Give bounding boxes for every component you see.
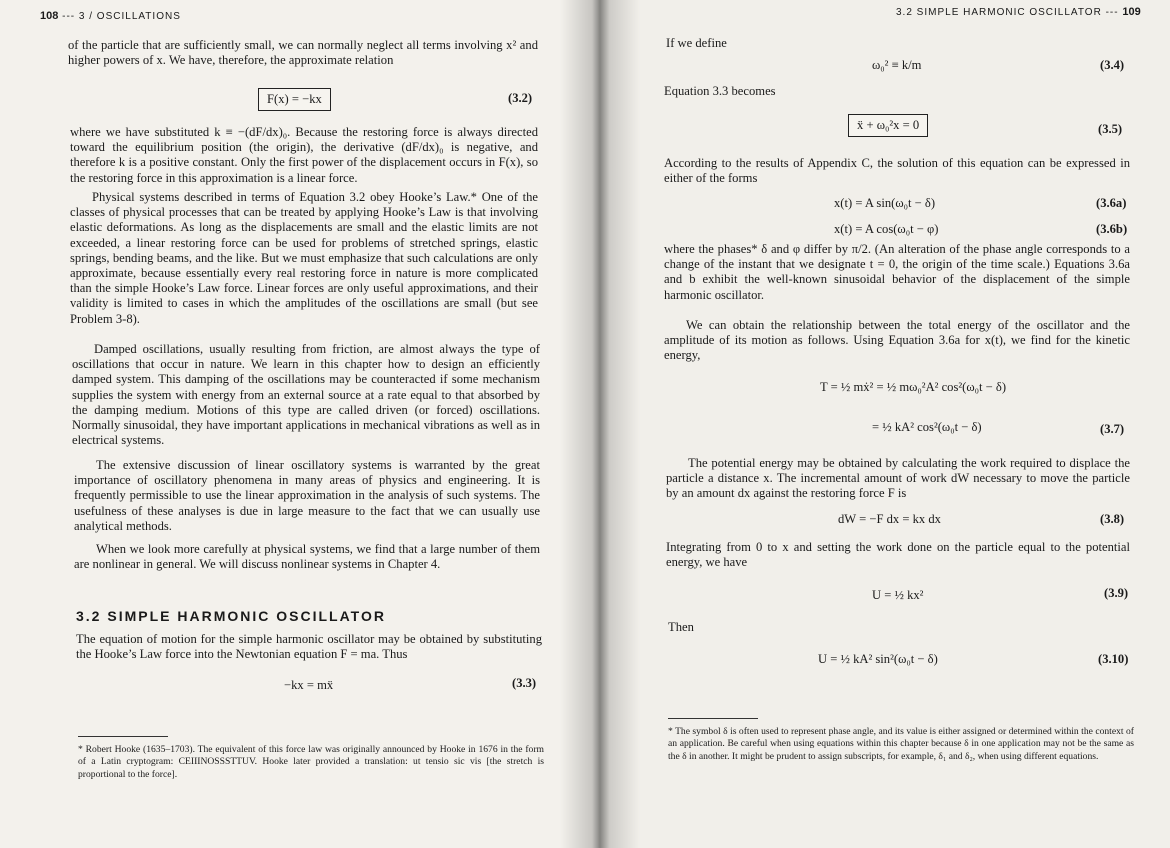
left-running-title: --- 3 / OSCILLATIONS [62,11,181,22]
paragraph-energy: We can obtain the relationship between the total energy of the oscillator and the amplitude of its motion as follows. Using Equation 3.6a for x(t), we find for the kinetic energy, [664,318,1130,363]
paragraph-potential: The potential energy may be obtained by calculating the work required to displace the particle a distance x. The incremental amount of work dW necessary to move the particle by an amount dx against the restoring force F is [666,456,1130,501]
text-then: Then [668,620,694,634]
equation-number-3-3: (3.3) [512,676,537,690]
paragraph-substitution: where we have substituted k ≡ −(dF/dx)₀. Because the restoring force is always directed toward the equilibrium position (the origin), the derivative (dF/dx)₀ is negative, and therefore k is a positive constant. Only the first power of the displacement occurs in F(x), so the restoring force in this approximation is a linear force. [70,125,538,185]
paragraph-integrating: Integrating from 0 to x and setting the work done on the particle equal to the potential energy, we have [666,540,1130,570]
equation-3-2: F(x) = −kx [258,88,331,111]
left-running-head [40,10,181,22]
left-page-number: 108 [40,10,59,22]
book-gutter-shadow [560,0,640,848]
right-page-number: 109 [1122,6,1141,18]
right-running-title: 3.2 SIMPLE HARMONIC OSCILLATOR --- [896,7,1119,18]
paragraph-hookes-law: Physical systems described in terms of Equation 3.2 obey Hooke’s Law.* One of the classes of physical processes that can be treated by applying Hooke’s Law is that involving elastic deformations. As long as the displacements are small and the elastic limits are not exceeded, a linear restoring force can be used for problems of stretched springs, elastic springs, bending beams, and the like. But we must emphasize that such calculations are only approximate, because essentially every real restoring force in nature is more complicated than the simple Hooke’s Law force. Linear forces are only useful approximations, and their validity is limited to cases in which the amplitudes of the oscillations are small (but see Problem 3-8). [70,190,538,326]
paragraph-section-intro: The equation of motion for the simple harmonic oscillator may be obtained by substituting the Hooke’s Law force into the Newtonian equation F = ma. Thus [76,632,542,662]
equation-number-3-6a: (3.6a) [1096,196,1127,210]
paragraph-phases: where the phases* δ and φ differ by π/2. (An alteration of the phase angle corresponds to a change of the instant that we designate t = 0, the origin of the time scale.) Equations 3.6a and b exhibit the well-known sinusoidal behavior of the displacement of the simple harmonic oscillator. [664,242,1130,302]
equation-number-3-8: (3.8) [1100,512,1125,526]
equation-3-6b: x(t) = A cos(ω₀t − φ) [834,222,939,236]
left-footnote-rule [78,736,168,737]
paragraph-opening: of the particle that are sufficiently small, we can normally neglect all terms involving x² and higher powers of x. We have, therefore, the approximate relation [68,38,538,68]
paragraph-extensive: The extensive discussion of linear oscillatory systems is warranted by the great importance of oscillatory phenomena in many areas of physics and engineering. It is frequently permissible to use the linear approximation in the analysis of such systems. The usefulness of these analyses is due in large measure to the fact that we can usually use analytical methods. [74,458,540,533]
left-footnote: * Robert Hooke (1635–1703). The equivalent of this force law was originally announced by Hooke in 1676 in the form of a Latin cryptogram: CEIIINOSSSTTUV. Hooke later provided a translation: ut tensio sic vis [the stretch is proportional to the force]. [78,744,544,780]
equation-number-3-10: (3.10) [1098,652,1129,666]
section-heading: 3.2 SIMPLE HARMONIC OSCILLATOR [76,608,386,624]
paragraph-nonlinear: When we look more carefully at physical systems, we find that a large number of them are nonlinear in general. We will discuss nonlinear systems in Chapter 4. [74,542,540,572]
equation-3-6a: x(t) = A sin(ω₀t − δ) [834,196,936,210]
equation-3-10: U = ½ kA² sin²(ω₀t − δ) [818,652,938,666]
equation-number-3-5: (3.5) [1098,122,1123,136]
right-running-head [896,6,1141,18]
paragraph-damped: Damped oscillations, usually resulting from friction, are almost always the type of oscillations that occur in nature. We learn in this chapter how to design an efficiently damped system. This damping of the oscillations may be counteracted if some mechanism supplies the system with energy from an external source at a rate equal to that absorbed by the damping medium. Motions of this type are called driven (or forced) oscillations. Normally sinusoidal, they have important applications in mechanical vibrations as well as in electrical systems. [72,342,540,448]
right-footnote: * The symbol δ is often used to represent phase angle, and its value is either assigned or determined within the context of an application. Be careful when using equations within this chapter because δ in one application may not be the same as the δ in another. It might be prudent to assign subscripts, for example, δ₁ and δ₂, when using different equations. [668,726,1134,762]
equation-3-3: −kx = mẍ [284,678,334,692]
equation-3-7-line-1: T = ½ mẋ² = ½ mω₀²A² cos²(ω₀t − δ) [820,380,1007,394]
equation-3-8: dW = −F dx = kx dx [838,512,941,526]
right-page [598,0,1170,848]
equation-3-9: U = ½ kx² [872,588,924,602]
text-if-we-define: If we define [666,36,727,50]
right-footnote-rule [668,718,758,719]
paragraph-appendix: According to the results of Appendix C, the solution of this equation can be expressed in either of the forms [664,156,1130,186]
text-equation-becomes: Equation 3.3 becomes [664,84,776,98]
equation-number-3-4: (3.4) [1100,58,1125,72]
equation-3-7-line-2: = ½ kA² cos²(ω₀t − δ) [872,420,982,434]
equation-number-3-7: (3.7) [1100,422,1125,436]
equation-3-5: ẍ + ω₀²x = 0 [848,114,928,137]
equation-3-4: ω₀² ≡ k/m [872,58,922,72]
equation-number-3-2: (3.2) [508,91,533,105]
equation-number-3-9: (3.9) [1104,586,1129,600]
equation-number-3-6b: (3.6b) [1096,222,1128,236]
